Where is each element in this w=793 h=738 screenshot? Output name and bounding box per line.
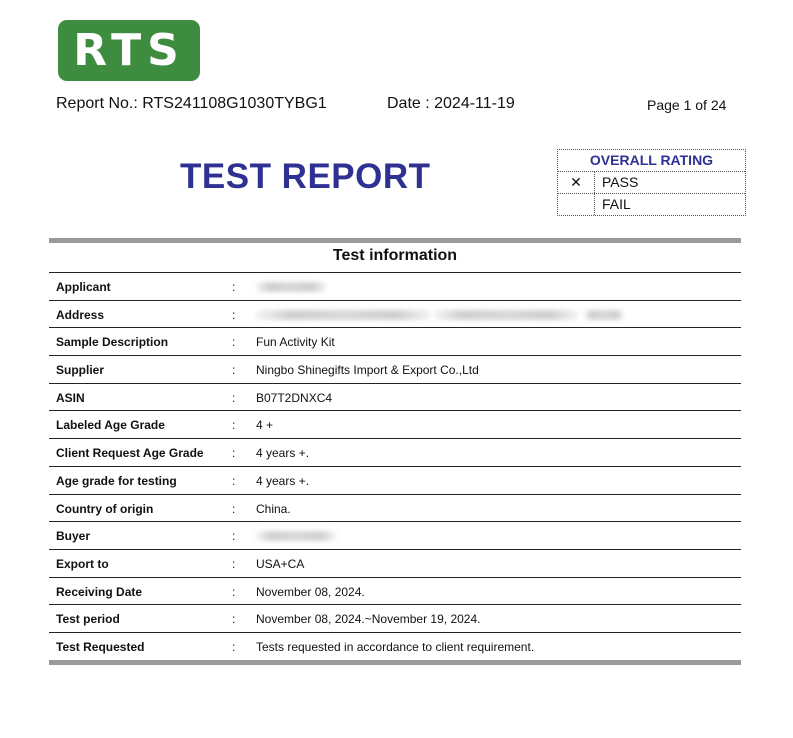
row-value: 4 years +.	[256, 473, 310, 488]
redacted-value	[584, 310, 624, 320]
row-value: November 08, 2024.	[256, 584, 365, 599]
row-label: Address	[56, 307, 105, 322]
table-row	[49, 438, 741, 466]
row-label: Labeled Age Grade	[56, 418, 165, 433]
redacted-value	[256, 282, 326, 292]
row-separator: :	[232, 639, 236, 654]
rating-row-pass	[558, 172, 745, 193]
test-information-table	[49, 272, 741, 660]
table-row	[49, 549, 741, 577]
table-row	[49, 355, 741, 383]
table-row	[49, 604, 741, 632]
row-value: Fun Activity Kit	[256, 335, 335, 350]
rating-label-fail: FAIL	[602, 196, 631, 212]
row-value: 4 +	[256, 418, 274, 433]
redacted-value	[256, 310, 431, 320]
bottom-rule	[49, 660, 741, 665]
row-separator: :	[232, 363, 236, 378]
top-rule	[49, 238, 741, 243]
row-separator: :	[232, 418, 236, 433]
row-separator: :	[232, 584, 236, 599]
table-row	[49, 383, 741, 411]
row-label: Export to	[56, 556, 109, 571]
row-label: Test period	[56, 612, 120, 627]
row-separator: :	[232, 446, 236, 461]
row-label: Country of origin	[56, 501, 154, 516]
redacted-value	[434, 310, 579, 320]
row-label: Supplier	[56, 363, 105, 378]
rating-label-pass: PASS	[602, 174, 639, 190]
redacted-value	[256, 531, 336, 541]
overall-rating-heading: OVERALL RATING	[558, 150, 745, 172]
row-label: Client Request Age Grade	[56, 446, 204, 461]
row-value: USA+CA	[256, 556, 305, 571]
rating-row-fail	[558, 193, 745, 215]
table-row	[49, 577, 741, 605]
row-separator: :	[232, 335, 236, 350]
row-value: 4 years +.	[256, 446, 310, 461]
row-value: B07T2DNXC4	[256, 390, 333, 405]
report-number: Report No.: RTS241108G1030TYBG1	[56, 95, 327, 112]
rts-logo	[58, 20, 200, 81]
table-row	[49, 521, 741, 549]
rating-check-mark: ✕	[558, 172, 595, 193]
row-label: ASIN	[56, 390, 85, 405]
table-row	[49, 327, 741, 355]
table-row	[49, 494, 741, 522]
table-row	[49, 466, 741, 494]
row-value: Ningbo Shinegifts Import & Export Co.,Ltd	[256, 363, 479, 378]
row-label: Sample Description	[56, 335, 169, 350]
table-row	[49, 632, 741, 660]
row-value: China.	[256, 501, 291, 516]
row-separator: :	[232, 280, 236, 294]
row-separator: :	[232, 390, 236, 405]
row-label: Applicant	[56, 280, 111, 294]
report-date: Date : 2024-11-19	[387, 95, 515, 112]
table-row	[49, 410, 741, 438]
logo-text: RTS	[73, 24, 185, 76]
row-separator: :	[232, 501, 236, 516]
row-label: Age grade for testing	[56, 473, 177, 488]
section-title: Test information	[332, 247, 458, 264]
row-label: Receiving Date	[56, 584, 143, 599]
row-separator: :	[232, 307, 236, 322]
report-title: TEST REPORT	[180, 157, 431, 196]
row-label: Test Requested	[56, 639, 145, 654]
overall-rating-box	[557, 149, 746, 216]
row-separator: :	[232, 529, 236, 544]
row-value: Tests requested in accordance to client requirement.	[256, 639, 535, 654]
page-number: Page 1 of 24	[647, 97, 727, 113]
row-separator: :	[232, 473, 236, 488]
row-separator: :	[232, 556, 236, 571]
rating-empty-mark	[558, 194, 595, 215]
table-row	[49, 300, 741, 328]
row-separator: :	[232, 612, 236, 627]
table-row	[49, 272, 741, 300]
row-label: Buyer	[56, 529, 91, 544]
row-value: November 08, 2024.~November 19, 2024.	[256, 612, 481, 627]
